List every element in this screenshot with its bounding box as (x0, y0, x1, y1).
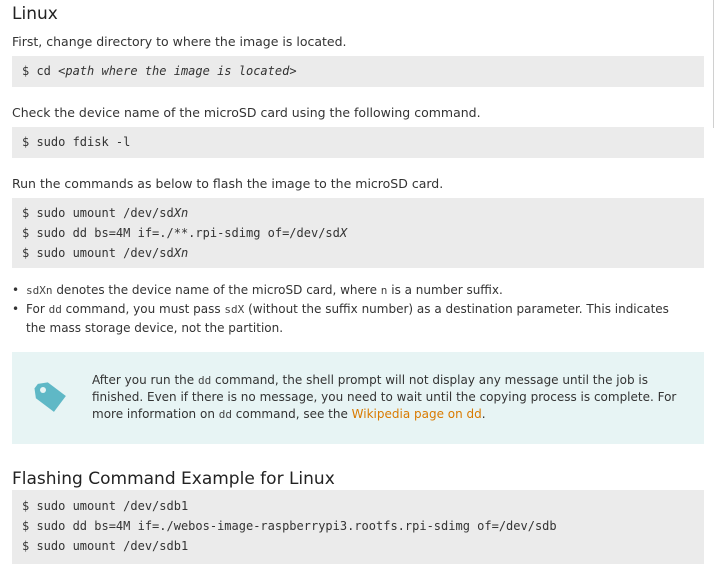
list-item (12, 300, 692, 337)
inline-code: sdX (224, 303, 245, 316)
section-title-linux: Linux (12, 4, 58, 24)
check-text: Check the device name of the microSD card using the following command. (12, 105, 481, 120)
list-text: denotes the device name of the microSD card, where (52, 283, 381, 297)
code-block-example (12, 490, 704, 564)
inline-code: sdXn (26, 284, 53, 297)
code-line (22, 223, 694, 243)
code-arg: Xn (173, 206, 189, 220)
note-text-part: . (481, 407, 486, 421)
code-block-cd (12, 56, 704, 87)
code-line (22, 203, 694, 223)
note-text-part: After you run the (92, 373, 198, 387)
code-line: $ sudo umount /dev/sdb1 (22, 539, 189, 553)
code-prefix: $ sudo umount /dev/sd (22, 246, 174, 260)
code-arg: <path where the image is located> (58, 64, 297, 78)
inline-code: dd (218, 408, 232, 421)
code-arg: Xn (173, 246, 189, 260)
run-text: Run the commands as below to flash the image to the microSD card. (12, 176, 444, 191)
wikipedia-link[interactable]: Wikipedia page on dd (351, 407, 482, 421)
code-line (22, 243, 694, 263)
scrollbar[interactable] (713, 0, 720, 128)
code-arg: X (339, 226, 348, 240)
inline-code: dd (48, 303, 62, 316)
code-line: $ sudo dd bs=4M if=./webos-image-raspberrypi3.rootfs.rpi-sdimg of=/dev/sdb (22, 519, 557, 533)
code-line (22, 61, 694, 81)
tag-icon (34, 382, 70, 414)
code-prefix: $ sudo umount /dev/sd (22, 206, 174, 220)
list-text: command, you must pass (61, 302, 225, 316)
inline-code: n (380, 284, 388, 297)
list-text: is a number suffix. (387, 283, 503, 297)
code-prefix: $ sudo dd bs=4M if=./**.rpi-sdimg of=/dev/sd (22, 226, 340, 240)
code-prefix: $ cd (22, 64, 59, 78)
code-line: $ sudo umount /dev/sdb1 (22, 499, 189, 513)
note-text (92, 372, 692, 423)
code-block-flash (12, 198, 704, 268)
inline-code: dd (197, 374, 212, 387)
list-text: (without the suffix number) as a destination parameter. This indicates the mass storage device, not the partition. (26, 302, 669, 335)
note-callout (12, 352, 704, 444)
list-item (12, 281, 692, 300)
code-line: $ sudo fdisk -l (22, 135, 131, 149)
note-text-part: command, see the (231, 407, 352, 421)
code-block-fdisk (12, 127, 704, 158)
intro-text: First, change directory to where the image is located. (12, 34, 347, 49)
note-text-part: command, the shell prompt will not display any message until the job is finished. Even if there is no message, you need to wait until the copying process is complete. For more information on (92, 373, 677, 421)
section-title-example: Flashing Command Example for Linux (12, 469, 335, 489)
list-text: For (26, 302, 49, 316)
notes-list (12, 281, 692, 337)
